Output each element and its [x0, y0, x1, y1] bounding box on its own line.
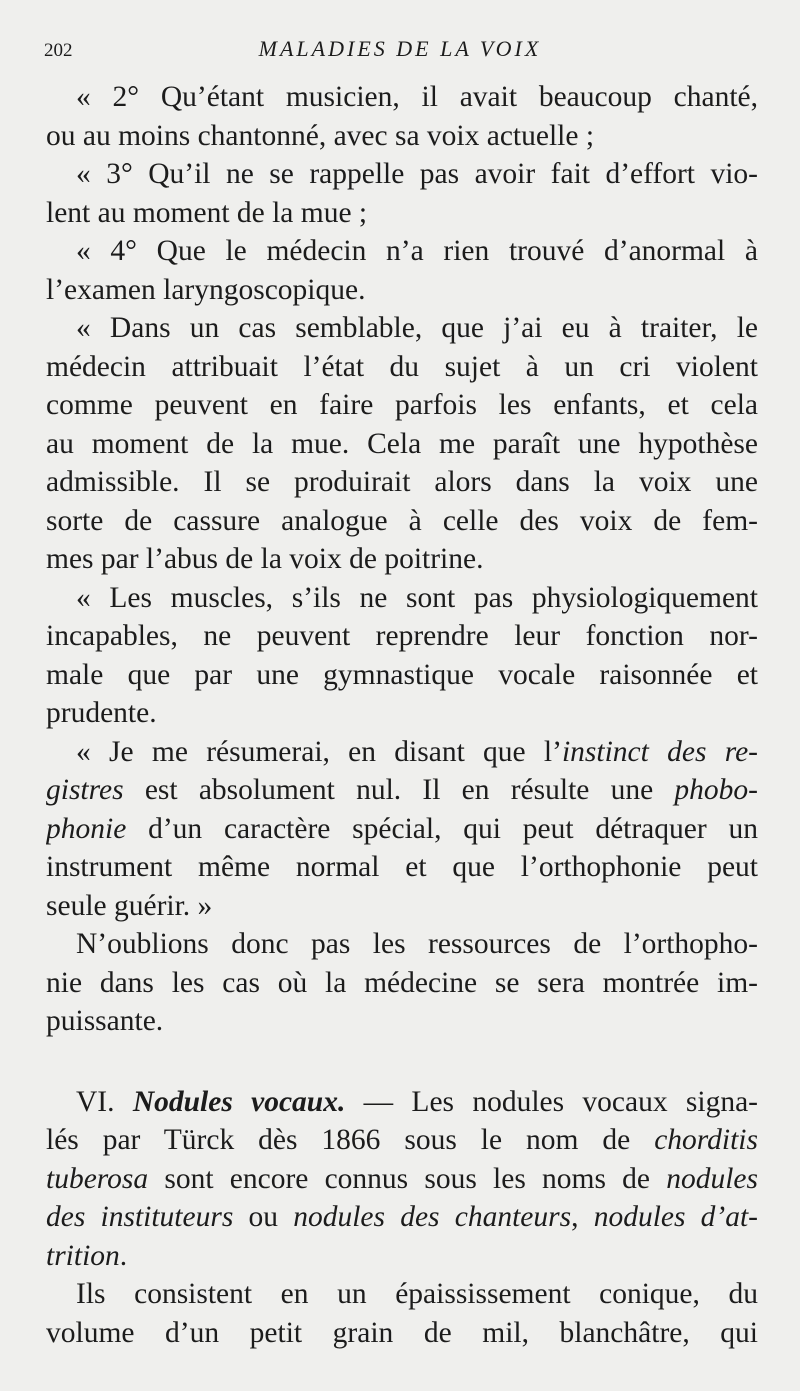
text-line: « 3° Qu’il ne se rappelle pas avoir fait d’effort vio- — [76, 158, 758, 190]
text-line: volume d’un petit grain de mil, blanchâtre, qui — [46, 1316, 758, 1349]
paragraph — [46, 733, 758, 926]
text-run: lés par Türck dès 1866 sous le nom de — [46, 1124, 655, 1156]
text-line: admissible. Il se produirait alors dans la voix une — [46, 466, 758, 498]
text-line: « Les muscles, s’ils ne sont pas physiologiquement — [76, 581, 758, 614]
text-line: « 4° Que le médecin n’a rien trouvé d’anormal à — [76, 235, 758, 267]
text-run: , — [571, 1201, 594, 1233]
text-line — [46, 1121, 758, 1160]
text-line: nie dans les cas où la médecine se sera montrée im- — [46, 966, 758, 999]
paragraph — [46, 579, 758, 733]
text-run: sont encore connus sous les noms de — [148, 1162, 667, 1195]
text-line — [46, 733, 758, 772]
text-line: « Dans un cas semblable, que j’ai eu à traiter, le — [76, 312, 758, 344]
text-line: N’oublions donc pas les ressources de l’orthopho- — [76, 928, 758, 960]
text-line: sorte de cassure analogue à celle des voix de fem- — [46, 504, 758, 537]
text-line: « 2° Qu’étant musicien, il avait beaucoup chanté, — [76, 81, 758, 113]
text-line — [46, 1198, 758, 1237]
text-line: instrument même normal et que l’orthophonie peut — [46, 851, 758, 883]
text-line: l’examen laryngoscopique. — [46, 273, 366, 306]
paragraph — [46, 232, 758, 309]
italic-term: des instituteurs — [46, 1201, 234, 1233]
section-paragraph — [46, 1083, 758, 1276]
text-line: lent au moment de la mue ; — [46, 196, 368, 229]
text-line: comme peuvent en faire parfois les enfants, et cela — [46, 389, 758, 421]
text-line — [46, 1083, 758, 1122]
italic-term: trition — [46, 1239, 120, 1272]
text-run: — Les nodules vocaux signa- — [345, 1085, 758, 1118]
page-body — [46, 78, 758, 1352]
text-line: prudente. — [46, 697, 157, 729]
text-line: puissante. — [46, 1005, 164, 1037]
text-line: au moment de la mue. Cela me paraît une hypothèse — [46, 427, 758, 460]
section-numeral: VI. — [76, 1085, 133, 1118]
italic-term: chorditis — [654, 1124, 758, 1156]
running-title: MALADIES DE LA VOIX — [258, 36, 542, 61]
text-line: Ils consistent en un épaississement conique, du — [76, 1278, 758, 1310]
italic-term: nodules — [666, 1162, 758, 1195]
italic-term: nodules d’at- — [593, 1201, 758, 1233]
italic-term: nodules des chanteurs — [293, 1201, 572, 1233]
italic-term: tuberosa — [46, 1162, 149, 1195]
text-line — [46, 1237, 758, 1276]
text-run: « Je me résumerai, en disant que l’ — [76, 735, 562, 768]
text-line: seule guérir. » — [46, 889, 213, 922]
italic-term: instinct des re- — [561, 735, 758, 768]
page-header — [44, 36, 756, 66]
text-line: mes par l’abus de la voix de poitrine. — [46, 543, 484, 575]
page-number: 202 — [44, 40, 73, 61]
text-line: médecin attribuait l’état du sujet à un cri violent — [46, 350, 758, 383]
text-line: male que par une gymnastique vocale raisonnée et — [46, 658, 758, 691]
text-run: est absolument nul. Il en résulte une — [123, 774, 675, 806]
text-line — [46, 771, 758, 810]
paragraph — [46, 155, 758, 232]
paragraph — [46, 925, 758, 1041]
text-line — [46, 1160, 758, 1199]
paragraph — [46, 78, 758, 155]
section-heading: Nodules vocaux. — [132, 1085, 346, 1118]
paragraph — [46, 309, 758, 579]
italic-term: phobo- — [674, 774, 758, 806]
paragraph — [46, 1275, 758, 1352]
text-run: . — [119, 1239, 128, 1272]
text-line — [46, 810, 758, 849]
text-run: d’un caractère spécial, qui peut détraquer un — [126, 812, 758, 845]
italic-term: phonie — [46, 812, 127, 845]
text-line: incapables, ne peuvent reprendre leur fonction nor- — [46, 620, 758, 652]
text-run: ou — [233, 1201, 294, 1233]
italic-term: gistres — [46, 774, 124, 806]
text-line: ou au moins chantonné, avec sa voix actuelle ; — [46, 119, 595, 152]
